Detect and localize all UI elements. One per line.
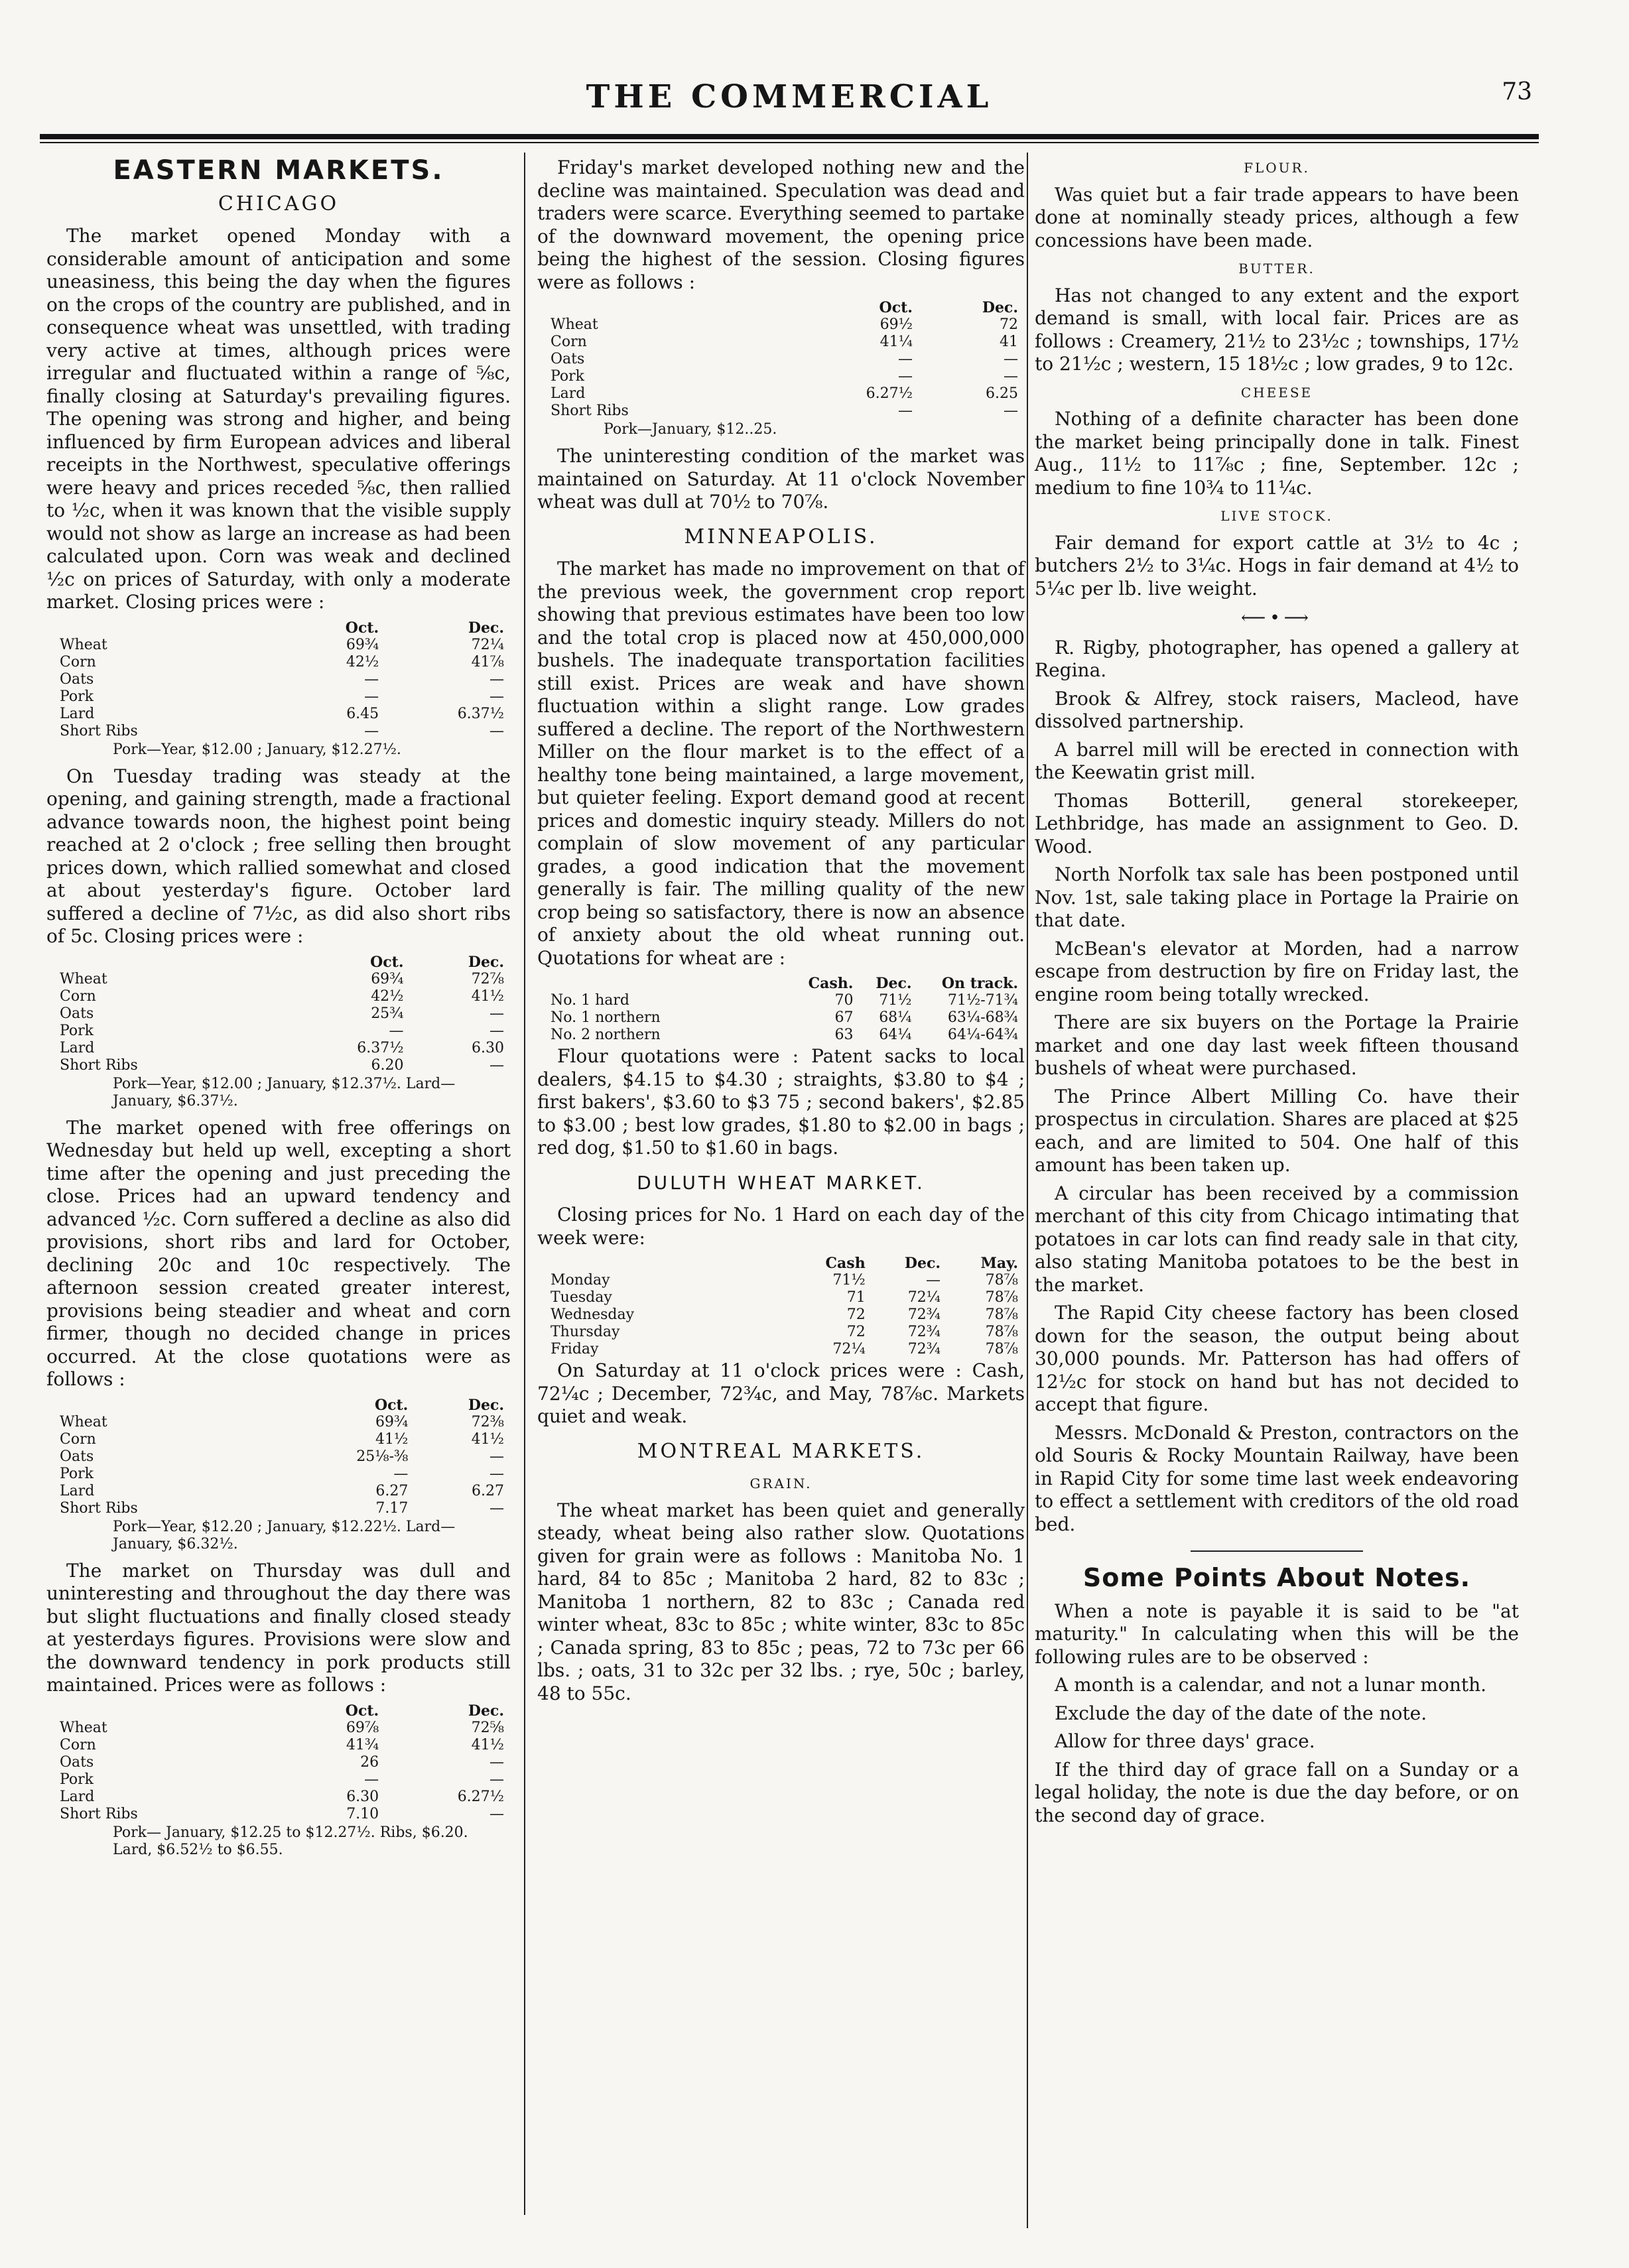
paragraph: Has not changed to any extent and the export demand is small, with local fair. Prices are as follows : Creamery, 21½ to 23½c ; townships, 17½ to 21½c ; western, 15 18½c ; low grades, 9 to 12c.: [1035, 284, 1519, 375]
quotation-table: [537, 975, 1025, 1044]
paragraph: Flour quotations were : Patent sacks to local dealers, $4.15 to $4.30 ; straights, $3.80 to $4 ; first bakers', $3.60 to $3 75 ; second bakers', $2.85 to $3.00 ; best low grades, $1.80 to $2.00 in bags ; red dog, $1.50 to $1.60 in bags.: [537, 1045, 1025, 1159]
commodity-cell: Wednesday: [551, 1306, 635, 1323]
paragraph: On Saturday at 11 o'clock prices were : Cash, 72¼c ; December, 72¾c, and May, 78⅞c. Markets quiet and weak.: [537, 1359, 1025, 1427]
table-row: [46, 1737, 511, 1754]
news-item: A circular has been received by a commission merchant of this city from Chicago intimating that potatoes in car lots can find ready sale in that city, also stating Manitoba potatoes to be the best in the market.: [1035, 1182, 1519, 1296]
commodity-cell: Wheat: [551, 316, 598, 333]
price-cell: 6.30: [472, 1039, 504, 1056]
paragraph: On Tuesday trading was steady at the opening, and gaining strength, made a fractional advance towards noon, the highest point being reached at 2 o'clock ; free selling then brought prices down, which rallied somewhat and closed at about yesterday's figure. October lard suffered a decline of 7½c, as did also short ribs of 5c. Closing prices were :: [46, 765, 511, 947]
table-row: [46, 1720, 511, 1737]
commodity-cell: Wheat: [60, 1413, 107, 1430]
table-row: [537, 1009, 1025, 1027]
commodity-cell: Tuesday: [551, 1289, 612, 1306]
subheading: FLOUR.: [1244, 160, 1310, 176]
table-row: [46, 671, 511, 688]
price-cell: 6.37½: [357, 1039, 404, 1056]
commodity-cell: Wheat: [60, 1719, 107, 1736]
price-cell: 63: [834, 1027, 854, 1043]
price-cell: —: [489, 1005, 504, 1022]
commodity-cell: Pork: [60, 688, 94, 705]
table-header: [537, 299, 791, 316]
table-note: Pork—January, $12..25.: [604, 421, 777, 438]
paragraph: When a note is payable it is said to be "at maturity." In calculating when this will be the following rules are to be observed :: [1035, 1600, 1519, 1668]
price-table: [46, 619, 511, 759]
commodity-cell: Pork: [60, 1022, 94, 1039]
price-cell: 71: [846, 1289, 866, 1306]
paragraph: The market has made no improvement on that of the previous week, the government crop report showing that previous estimates have been too low and the total crop is placed now at 450,000,000 bushels. The inadequate transportation facilities still exist. Prices are weak and have shown fluctuation within a slight range. Low grades suffered a decline. The report of the Northwestern Miller on the flour market is to the effect of a healthy tone being maintained, a large movement, but quieter feeling. Export demand good at recent prices and domestic inquiry steady. Millers do not complain of slow movement of any particular grades, a good indication that the movement generally is fair. The milling quality of the new crop being so satisfactory, there is now an absence of anxiety about the old wheat running out. Quotations for wheat are :: [537, 558, 1025, 969]
subsection-title: MONTREAL MARKETS.: [637, 1439, 925, 1463]
table-header: [46, 1397, 288, 1414]
price-table: [46, 1702, 511, 1859]
price-cell: 6.37½: [457, 705, 504, 722]
paragraph: The market on Thursday was dull and uninteresting and throughout the day there was but slight fluctuations and finally closed steady at yesterdays figures. Provisions were slow and the downward tendency in pork products still maintained. Prices were as follows :: [46, 1559, 511, 1696]
table-header: Dec.: [468, 953, 504, 971]
price-cell: 72⅜: [471, 1413, 504, 1430]
commodity-cell: Pork: [60, 1465, 94, 1482]
news-item: R. Rigby, photographer, has opened a gallery at Regina.: [1035, 636, 1519, 681]
price-cell: 68¼: [879, 1009, 912, 1026]
paragraph: The market opened with free offerings on Wednesday but held up well, excepting a short time after the opening and just preceding the close. Prices had an upward tendency and advanced ½c. Corn suffered a decline as also did provisions, short ribs and lard for October, declining 20c and 10c respectively. The afternoon session created greater interest, provisions being steadier and wheat and corn firmer, though no decided change in prices occurred. At the close quotations were as follows :: [46, 1116, 511, 1390]
price-cell: 72¾: [907, 1306, 941, 1323]
price-cell: 7.17: [375, 1499, 409, 1517]
price-cell: 71½: [832, 1272, 866, 1289]
price-cell: 42½: [346, 653, 379, 670]
table-row: [46, 988, 511, 1005]
table-header: [46, 619, 288, 637]
price-table: [46, 1397, 511, 1553]
price-cell: 6.30: [346, 1788, 379, 1805]
price-cell: 72¼: [907, 1289, 941, 1306]
table-row: [46, 654, 511, 671]
price-cell: 41½: [375, 1430, 409, 1448]
price-cell: 26: [360, 1753, 379, 1771]
table-row: [46, 637, 511, 654]
table-header: Oct.: [345, 619, 379, 637]
quotation-table: [537, 299, 1025, 420]
price-cell: 72: [1000, 316, 1018, 333]
price-cell: —: [489, 1805, 504, 1822]
table-header: Cash.: [808, 975, 854, 992]
price-cell: 70: [834, 992, 854, 1009]
price-cell: —: [489, 670, 504, 688]
table-header: Oct.: [370, 953, 404, 971]
commodity-cell: Short Ribs: [60, 1499, 138, 1517]
header-rule-thin: [40, 142, 1539, 143]
column-divider: [524, 153, 525, 2215]
divider: [1191, 1550, 1363, 1552]
table-row: [46, 1483, 511, 1500]
price-cell: 7.10: [346, 1805, 379, 1822]
price-cell: 64¼-64¾: [947, 1027, 1018, 1043]
price-cell: 71½-71¾: [947, 992, 1018, 1009]
price-cell: —: [897, 368, 913, 385]
subheading: GRAIN.: [749, 1476, 813, 1491]
price-cell: 42½: [371, 987, 404, 1005]
price-cell: 72⅞: [471, 970, 504, 987]
price-cell: 41½: [471, 1736, 504, 1753]
price-cell: 72: [846, 1306, 866, 1323]
price-cell: 78⅞: [985, 1289, 1018, 1306]
paragraph: The wheat market has been quiet and generally steady, wheat being also rather slow. Quotations given for grain were as follows : Manitoba No. 1 hard, 84 to 85c ; Manitoba 2 hard, 82 to 83c ; Manitoba 1 northern, 82 to 83c ; Canada red winter wheat, 83c to 85c ; white winter, 83c to 85c ; Canada spring, 83 to 85c ; peas, 72 to 73c per 66 lbs. ; oats, 31 to 32c per 32 lbs. ; rye, 50c ; barley, 48 to 55c.: [537, 1499, 1025, 1704]
price-cell: 41½: [471, 987, 504, 1005]
price-cell: 72¾: [907, 1324, 941, 1340]
price-cell: —: [364, 1771, 379, 1788]
table-row: [46, 1040, 511, 1057]
price-cell: —: [897, 351, 913, 367]
commodity-cell: Thursday: [551, 1324, 620, 1340]
news-item: North Norfolk tax sale has been postponed until Nov. 1st, sale taking place in Portage la Prairie on that date.: [1035, 863, 1519, 931]
table-note: Pork—Year, $12.20 ; January, $12.22½. Lard—January, $6.32½.: [113, 1518, 456, 1552]
page-header: [40, 73, 1539, 133]
section-title: EASTERN MARKETS.: [113, 155, 444, 186]
column-eastern-markets: [46, 157, 511, 1865]
table-header: Dec.: [468, 619, 504, 637]
paragraph: Friday's market developed nothing new and the decline was maintained. Speculation was dead and traders were scarce. Everything seemed to partake of the downward movement, the opening price being the highest of the session. Closing figures were as follows :: [537, 157, 1025, 293]
price-cell: 41¾: [346, 1736, 379, 1753]
table-row: [46, 1771, 511, 1789]
table-row: [46, 1057, 511, 1074]
commodity-cell: Corn: [60, 653, 96, 670]
commodity-cell: Monday: [551, 1272, 610, 1289]
price-cell: 67: [834, 1009, 854, 1026]
table-row: [537, 1289, 1025, 1306]
price-table: [537, 975, 1025, 1044]
price-cell: —: [489, 722, 504, 739]
table-header: Cash: [825, 1255, 866, 1272]
news-item: Messrs. McDonald & Preston, contractors on the old Souris & Rocky Mountain Railway, have been in Rapid City for some time last week endeavoring to effect a settlement with creditors of the old road bed.: [1035, 1421, 1519, 1535]
table-header: Oct.: [345, 1702, 379, 1720]
commodity-cell: Lard: [60, 705, 95, 722]
commodity-cell: Pork: [551, 368, 585, 385]
quotation-table: [46, 954, 511, 1074]
price-cell: 78⅞: [985, 1272, 1018, 1289]
price-cell: 72¼: [471, 636, 504, 653]
price-cell: 78⅞: [985, 1324, 1018, 1340]
table-row: [46, 1431, 511, 1448]
price-cell: 41⅞: [471, 653, 504, 670]
subsection-title: DULUTH WHEAT MARKET.: [637, 1171, 925, 1194]
table-row: [46, 1789, 511, 1806]
column-divider: [1027, 153, 1028, 2228]
commodity-cell: Oats: [60, 670, 94, 688]
paragraph: Allow for three days' grace.: [1055, 1730, 1315, 1752]
commodity-cell: Friday: [551, 1341, 599, 1357]
commodity-cell: Pork: [60, 1771, 94, 1788]
table-row: [537, 1272, 1025, 1289]
table-row: [46, 1023, 511, 1040]
paragraph: Fair demand for export cattle at 3½ to 4c ; butchers 2½ to 3¼c. Hogs in fair demand at 4½ to 5¼c per lb. live weight.: [1035, 531, 1519, 599]
commodity-cell: Oats: [60, 1005, 94, 1022]
table-header: Dec.: [468, 1396, 504, 1414]
table-row: [537, 368, 1025, 385]
table-row: [46, 688, 511, 706]
price-cell: 6.27½: [866, 385, 913, 402]
table-row: [46, 706, 511, 723]
table-header: [46, 954, 288, 971]
price-cell: 69½: [880, 316, 913, 333]
table-header: [46, 1702, 288, 1720]
news-item: Brook & Alfrey, stock raisers, Macleod, have dissolved partnership.: [1035, 687, 1519, 732]
commodity-cell: Wheat: [60, 636, 107, 653]
news-item: Thomas Botterill, general storekeeper, Lethbridge, has made an assignment to Geo. D. Wood.: [1035, 789, 1519, 857]
subheading: LIVE STOCK.: [1220, 508, 1333, 524]
price-cell: 25⅛-⅜: [356, 1448, 409, 1465]
price-cell: —: [489, 1771, 504, 1788]
commodity-cell: Oats: [551, 351, 585, 367]
paragraph: Exclude the day of the date of the note.: [1055, 1702, 1427, 1724]
news-item: McBean's elevator at Morden, had a narrow escape from destruction by fire on Friday last, the engine room being totally wrecked.: [1035, 937, 1519, 1005]
commodity-cell: No. 2 northern: [551, 1027, 661, 1043]
table-row: [46, 1466, 511, 1483]
table-row: [537, 316, 1025, 334]
commodity-cell: Short Ribs: [60, 722, 138, 739]
price-cell: 72: [846, 1324, 866, 1340]
ornament-divider: ⟵•⟶: [1241, 608, 1313, 628]
commodity-cell: Wheat: [60, 970, 107, 987]
price-cell: 41½: [471, 1430, 504, 1448]
price-cell: 64¼: [879, 1027, 912, 1043]
price-cell: 78⅞: [985, 1341, 1018, 1357]
quotation-table: [537, 1255, 1025, 1358]
column-news: [1035, 157, 1519, 1832]
table-row: [46, 1448, 511, 1466]
price-table: [537, 299, 1025, 438]
table-row: [46, 1754, 511, 1771]
table-row: [46, 723, 511, 740]
column-markets: [537, 157, 1025, 1710]
table-header: Dec.: [468, 1702, 504, 1720]
table-header: On track.: [941, 975, 1018, 992]
paragraph: A month is a calendar, and not a lunar month.: [1055, 1674, 1487, 1696]
paragraph: If the third day of grace fall on a Sunday or a legal holiday, the note is due the day before, or on the second day of grace.: [1035, 1758, 1519, 1826]
table-row: [537, 334, 1025, 351]
price-cell: 6.20: [371, 1056, 404, 1074]
price-cell: —: [364, 670, 379, 688]
subheading: CHEESE: [1240, 384, 1313, 401]
price-cell: —: [1004, 351, 1018, 367]
table-header: Dec.: [904, 1255, 941, 1272]
table-row: [537, 351, 1025, 368]
price-cell: 6.27½: [457, 1788, 504, 1805]
commodity-cell: Corn: [551, 334, 587, 350]
price-cell: —: [489, 1022, 504, 1039]
commodity-cell: No. 1 northern: [551, 1009, 661, 1026]
price-cell: —: [393, 1465, 409, 1482]
commodity-cell: Corn: [60, 987, 96, 1005]
table-header: Dec.: [876, 975, 912, 992]
page-number: 73: [1502, 78, 1532, 105]
table-note: Pork—Year, $12.00 ; January, $12.27½.: [113, 741, 401, 758]
table-row: [537, 1341, 1025, 1358]
commodity-cell: Short Ribs: [60, 1805, 138, 1822]
price-cell: 6.25: [986, 385, 1018, 402]
commodity-cell: No. 1 hard: [551, 992, 629, 1009]
price-cell: 69¾: [375, 1413, 409, 1430]
price-cell: —: [489, 688, 504, 705]
price-cell: —: [364, 722, 379, 739]
table-row: [46, 1414, 511, 1431]
paragraph: Was quiet but a fair trade appears to have been done at nominally steady prices, although a few concessions have been made.: [1035, 183, 1519, 251]
price-cell: 25¾: [371, 1005, 404, 1022]
table-header: Oct.: [374, 1396, 409, 1414]
commodity-cell: Lard: [551, 385, 586, 402]
price-cell: —: [364, 688, 379, 705]
price-cell: 6.27: [472, 1482, 504, 1499]
price-cell: 72¾: [907, 1341, 941, 1357]
table-row: [537, 1027, 1025, 1044]
table-row: [537, 992, 1025, 1009]
price-cell: 72¼: [832, 1341, 866, 1357]
table-header: May.: [980, 1255, 1018, 1272]
commodity-cell: Short Ribs: [551, 403, 629, 419]
price-cell: 69⅞: [346, 1719, 379, 1736]
price-cell: 41¼: [880, 334, 913, 350]
price-cell: 69¾: [346, 636, 379, 653]
paragraph: Closing prices for No. 1 Hard on each day of the week were:: [537, 1204, 1025, 1249]
commodity-cell: Lard: [60, 1039, 95, 1056]
commodity-cell: Corn: [60, 1430, 96, 1448]
price-cell: 41: [1000, 334, 1018, 350]
price-cell: —: [489, 1753, 504, 1771]
news-item: There are six buyers on the Portage la Prairie market and one day last week fifteen thousand bushels of wheat were purchased.: [1035, 1011, 1519, 1079]
news-item: The Rapid City cheese factory has been closed down for the season, the output being about 30,000 pounds. Mr. Patterson has had offers of 12½c for stock on hand but has not decided to accept that figure.: [1035, 1302, 1519, 1415]
table-header: Oct.: [879, 299, 913, 316]
price-table: [537, 1255, 1025, 1358]
table-row: [537, 1306, 1025, 1324]
commodity-cell: Corn: [60, 1736, 96, 1753]
table-note: Pork—Year, $12.00 ; January, $12.37½. Lard—January, $6.37½.: [113, 1075, 456, 1109]
masthead: THE COMMERCIAL: [586, 78, 993, 115]
commodity-cell: Oats: [60, 1753, 94, 1771]
table-row: [46, 971, 511, 988]
table-header: [537, 1255, 791, 1272]
table-note: Pork— January, $12.25 to $12.27½. Ribs, $6.20. Lard, $6.52½ to $6.55.: [113, 1824, 468, 1858]
paragraph: The uninteresting condition of the market was maintained on Saturday. At 11 o'clock November wheat was dull at 70½ to 70⅞.: [537, 445, 1025, 513]
price-cell: 71½: [879, 992, 912, 1009]
news-item: The Prince Albert Milling Co. have their prospectus in circulation. Shares are placed at $25 each, and are limited to 504. One half of this amount has been taken up.: [1035, 1085, 1519, 1176]
table-row: [537, 403, 1025, 420]
subsection-title: CHICAGO: [218, 192, 340, 216]
price-cell: —: [897, 403, 913, 419]
table-row: [46, 1005, 511, 1023]
price-cell: —: [489, 1448, 504, 1465]
subsection-title: MINNEAPOLIS.: [684, 525, 878, 548]
price-cell: 72⅝: [471, 1719, 504, 1736]
price-cell: —: [1004, 403, 1018, 419]
header-rule: [40, 134, 1539, 139]
price-cell: 78⅞: [985, 1306, 1018, 1323]
price-cell: 6.27: [375, 1482, 409, 1499]
quotation-table: [46, 1397, 511, 1517]
table-header: Dec.: [982, 299, 1018, 316]
price-cell: 6.45: [346, 705, 379, 722]
paragraph: Nothing of a definite character has been done the market being principally done in talk. Finest Aug., 11½ to 11⅞c ; fine, September. 12c ; medium to fine 10¾ to 11¼c.: [1035, 408, 1519, 499]
price-cell: —: [489, 1499, 504, 1517]
quotation-table: [46, 619, 511, 740]
price-cell: —: [489, 1056, 504, 1074]
quotation-table: [46, 1702, 511, 1823]
price-cell: —: [926, 1272, 941, 1289]
commodity-cell: Lard: [60, 1482, 95, 1499]
price-cell: —: [1004, 368, 1018, 385]
price-cell: 69¾: [371, 970, 404, 987]
table-row: [46, 1500, 511, 1517]
table-header: [537, 975, 791, 992]
news-item: A barrel mill will be erected in connection with the Keewatin grist mill.: [1035, 738, 1519, 783]
price-cell: 63¼-68¾: [947, 1009, 1018, 1026]
price-table: [46, 954, 511, 1110]
table-row: [537, 1324, 1025, 1341]
subheading: BUTTER.: [1238, 261, 1315, 277]
section-title: Some Points About Notes.: [1082, 1563, 1471, 1592]
table-row: [46, 1806, 511, 1823]
price-cell: —: [489, 1465, 504, 1482]
commodity-cell: Lard: [60, 1788, 95, 1805]
price-cell: —: [389, 1022, 404, 1039]
commodity-cell: Oats: [60, 1448, 94, 1465]
table-row: [537, 385, 1025, 403]
commodity-cell: Short Ribs: [60, 1056, 138, 1074]
paragraph: The market opened Monday with a considerable amount of anticipation and some uneasiness, this being the day when the figures on the crops of the country are published, and in consequence wheat was unsettled, with trading very active at times, although prices were irregular and fluctuated within a range of ⅝c, finally closing at Saturday's prevailing figures. The opening was strong and higher, and being influenced by firm European advices and liberal receipts in the Northwest, speculative offerings were heavy and prices receded ⅝c, then rallied to ½c, when it was known that the visible supply would not show as large an increase as had been calculated upon. Corn was weak and declined ½c on prices of Saturday, with only a moderate market. Closing prices were :: [46, 225, 511, 613]
